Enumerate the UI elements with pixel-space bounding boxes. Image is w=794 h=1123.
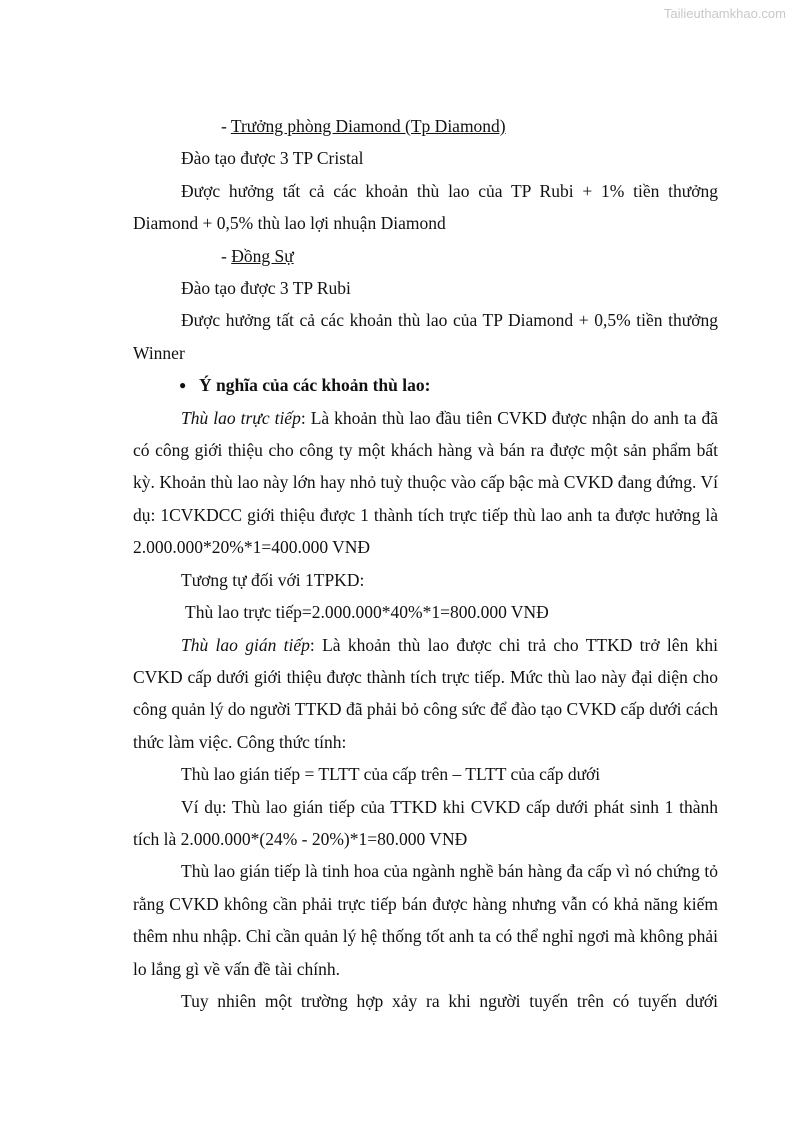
indirect-text: : Là khoản thù lao được chi trả cho TTKD trở lên khi CVKD cấp dưới giới thiệu được thành tích trực tiếp. Mức thù lao này đại diện cho công quản lý do người TTKD đã phải bỏ công sức để đào tạo CVKD cấp dưới cách thức làm việc. Công thức tính: [133, 634, 718, 752]
diamond-heading [133, 110, 718, 142]
direct-paragraph [133, 402, 718, 564]
dash-prefix: - [221, 245, 232, 266]
watermark: Tailieuthamkhao.com [663, 6, 786, 21]
diamond-benefit: Được hưởng tất cả các khoản thù lao của TP Rubi + 1% tiền thưởng Diamond + 0,5% thù lao lợi nhuận Diamond [133, 180, 718, 234]
meaning-heading [133, 369, 718, 401]
however-paragraph: Tuy nhiên một trường hợp xảy ra khi người tuyến trên có tuyến dưới [181, 990, 718, 1011]
indirect-formula: Thù lao gián tiếp = TLTT của cấp trên – TLTT của cấp dưới [181, 764, 601, 785]
indirect-term: Thù lao gián tiếp [181, 634, 310, 655]
indirect-paragraph [133, 629, 718, 759]
dongsu-heading [133, 240, 718, 272]
diamond-train: Đào tạo được 3 TP Cristal [181, 148, 364, 169]
direct-text: : Là khoản thù lao đầu tiên CVKD được nhận do anh ta đã có công giới thiệu cho công ty một khách hàng và bán ra được một sản phẩm bất kỳ. Khoản thù lao này lớn hay nhỏ tuỳ thuộc vào cấp bậc mà CVKD đang đứng. Ví dụ: 1CVKDCC giới thiệu được 1 thành tích trực tiếp thù lao anh ta được hưởng là 2.000.000*20%*1=400.000 VNĐ [133, 407, 718, 558]
document-page [133, 110, 718, 1017]
meaning-heading-text: Ý nghĩa của các khoản thù lao: [199, 375, 431, 396]
dongsu-train: Đào tạo được 3 TP Rubi [181, 278, 351, 299]
dash-prefix: - [221, 116, 231, 136]
diamond-heading-text: Trưởng phòng Diamond (Tp Diamond) [230, 116, 506, 136]
bullet-icon: ● [179, 378, 187, 393]
dongsu-benefit: Được hưởng tất cả các khoản thù lao của TP Diamond + 0,5% tiền thưởng Winner [133, 310, 718, 363]
direct-term: Thù lao trực tiếp [181, 407, 301, 428]
direct-formula: Thù lao trực tiếp=2.000.000*40%*1=800.000 VNĐ [185, 602, 549, 623]
dongsu-heading-text: Đồng Sự [231, 245, 294, 266]
example-paragraph: Ví dụ: Thù lao gián tiếp của TTKD khi CVKD cấp dưới phát sinh 1 thành tích là 2.000.000*(24% - 20%)*1=80.000 VNĐ [133, 796, 718, 849]
essence-paragraph: Thù lao gián tiếp là tinh hoa của ngành nghề bán hàng đa cấp vì nó chứng tỏ rằng CVKD không cần phải trực tiếp bán được hàng nhưng vẫn có khả năng kiếm thêm nhu nhập. Chỉ cần quản lý hệ thống tốt anh ta có thể nghỉ ngơi mà không phải lo lắng gì về vấn đề tài chính. [133, 861, 718, 979]
similar-line: Tương tự đối với 1TPKD: [181, 569, 365, 590]
